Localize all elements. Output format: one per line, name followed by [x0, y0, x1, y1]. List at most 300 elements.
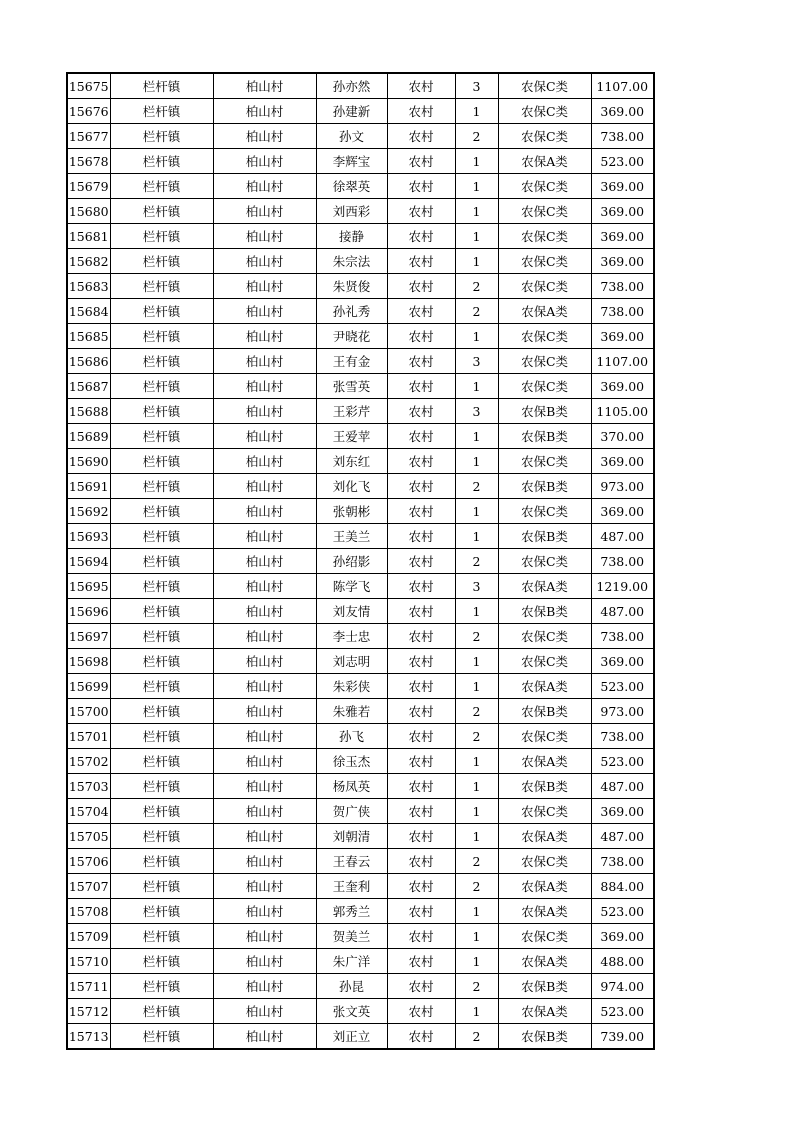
table-row: [67, 1024, 654, 1050]
table-row: [67, 999, 654, 1024]
town-cell: 栏杆镇: [110, 674, 213, 699]
count-cell: 3: [455, 399, 498, 424]
village-cell: 柏山村: [213, 649, 316, 674]
count-cell: 3: [455, 349, 498, 374]
count-cell: 1: [455, 599, 498, 624]
count-cell: 1: [455, 824, 498, 849]
table-row: [67, 649, 654, 674]
town-cell: 栏杆镇: [110, 499, 213, 524]
count-cell: 2: [455, 549, 498, 574]
count-cell: 2: [455, 874, 498, 899]
household-type-cell: 农村: [387, 624, 455, 649]
village-cell: 柏山村: [213, 324, 316, 349]
household-type-cell: 农村: [387, 799, 455, 824]
household-type-cell: 农村: [387, 174, 455, 199]
village-cell: 柏山村: [213, 474, 316, 499]
category-cell: 农保B类: [498, 424, 591, 449]
household-type-cell: 农村: [387, 499, 455, 524]
table-row: [67, 749, 654, 774]
amount-cell: 738.00: [591, 624, 654, 649]
village-cell: 柏山村: [213, 799, 316, 824]
village-cell: 柏山村: [213, 499, 316, 524]
category-cell: 农保C类: [498, 849, 591, 874]
table-row: [67, 174, 654, 199]
record-id-cell: 15702: [67, 749, 110, 774]
household-type-cell: 农村: [387, 324, 455, 349]
village-cell: 柏山村: [213, 73, 316, 99]
record-id-cell: 15679: [67, 174, 110, 199]
record-id-cell: 15710: [67, 949, 110, 974]
village-cell: 柏山村: [213, 449, 316, 474]
table-row: [67, 124, 654, 149]
record-id-cell: 15694: [67, 549, 110, 574]
table-body: [67, 73, 654, 1049]
count-cell: 1: [455, 424, 498, 449]
record-id-cell: 15676: [67, 99, 110, 124]
amount-cell: 884.00: [591, 874, 654, 899]
name-cell: 张朝彬: [316, 499, 387, 524]
category-cell: 农保B类: [498, 524, 591, 549]
name-cell: 杨凤英: [316, 774, 387, 799]
town-cell: 栏杆镇: [110, 474, 213, 499]
amount-cell: 738.00: [591, 724, 654, 749]
table-row: [67, 524, 654, 549]
category-cell: 农保B类: [498, 1024, 591, 1050]
count-cell: 2: [455, 724, 498, 749]
record-id-cell: 15677: [67, 124, 110, 149]
record-id-cell: 15695: [67, 574, 110, 599]
town-cell: 栏杆镇: [110, 399, 213, 424]
name-cell: 孙绍影: [316, 549, 387, 574]
record-id-cell: 15705: [67, 824, 110, 849]
count-cell: 2: [455, 474, 498, 499]
town-cell: 栏杆镇: [110, 1024, 213, 1050]
count-cell: 1: [455, 999, 498, 1024]
category-cell: 农保A类: [498, 899, 591, 924]
household-type-cell: 农村: [387, 999, 455, 1024]
household-type-cell: 农村: [387, 599, 455, 624]
name-cell: 王彩芹: [316, 399, 387, 424]
village-cell: 柏山村: [213, 224, 316, 249]
amount-cell: 369.00: [591, 174, 654, 199]
name-cell: 孙亦然: [316, 73, 387, 99]
household-type-cell: 农村: [387, 374, 455, 399]
town-cell: 栏杆镇: [110, 324, 213, 349]
household-type-cell: 农村: [387, 824, 455, 849]
record-id-cell: 15701: [67, 724, 110, 749]
town-cell: 栏杆镇: [110, 749, 213, 774]
name-cell: 孙文: [316, 124, 387, 149]
count-cell: 1: [455, 199, 498, 224]
category-cell: 农保A类: [498, 874, 591, 899]
table-row: [67, 724, 654, 749]
name-cell: 接静: [316, 224, 387, 249]
count-cell: 2: [455, 849, 498, 874]
amount-cell: 1107.00: [591, 349, 654, 374]
amount-cell: 523.00: [591, 749, 654, 774]
table-row: [67, 849, 654, 874]
name-cell: 刘化飞: [316, 474, 387, 499]
category-cell: 农保C类: [498, 274, 591, 299]
household-type-cell: 农村: [387, 649, 455, 674]
village-cell: 柏山村: [213, 424, 316, 449]
village-cell: 柏山村: [213, 899, 316, 924]
village-cell: 柏山村: [213, 549, 316, 574]
household-type-cell: 农村: [387, 1024, 455, 1050]
town-cell: 栏杆镇: [110, 449, 213, 474]
table-row: [67, 699, 654, 724]
town-cell: 栏杆镇: [110, 999, 213, 1024]
village-cell: 柏山村: [213, 749, 316, 774]
village-cell: 柏山村: [213, 824, 316, 849]
household-type-cell: 农村: [387, 724, 455, 749]
household-type-cell: 农村: [387, 149, 455, 174]
table-row: [67, 274, 654, 299]
category-cell: 农保A类: [498, 149, 591, 174]
name-cell: 王美兰: [316, 524, 387, 549]
name-cell: 张雪英: [316, 374, 387, 399]
village-cell: 柏山村: [213, 374, 316, 399]
household-type-cell: 农村: [387, 574, 455, 599]
count-cell: 1: [455, 249, 498, 274]
category-cell: 农保B类: [498, 399, 591, 424]
category-cell: 农保C类: [498, 499, 591, 524]
household-type-cell: 农村: [387, 949, 455, 974]
name-cell: 朱雅若: [316, 699, 387, 724]
town-cell: 栏杆镇: [110, 249, 213, 274]
record-id-cell: 15706: [67, 849, 110, 874]
amount-cell: 1219.00: [591, 574, 654, 599]
record-id-cell: 15688: [67, 399, 110, 424]
table-row: [67, 249, 654, 274]
household-type-cell: 农村: [387, 224, 455, 249]
village-cell: 柏山村: [213, 274, 316, 299]
village-cell: 柏山村: [213, 924, 316, 949]
amount-cell: 369.00: [591, 449, 654, 474]
name-cell: 刘朝清: [316, 824, 387, 849]
town-cell: 栏杆镇: [110, 174, 213, 199]
amount-cell: 523.00: [591, 674, 654, 699]
town-cell: 栏杆镇: [110, 99, 213, 124]
amount-cell: 1107.00: [591, 73, 654, 99]
table-row: [67, 424, 654, 449]
category-cell: 农保C类: [498, 124, 591, 149]
record-id-cell: 15684: [67, 299, 110, 324]
record-id-cell: 15675: [67, 73, 110, 99]
village-cell: 柏山村: [213, 674, 316, 699]
village-cell: 柏山村: [213, 874, 316, 899]
table-row: [67, 549, 654, 574]
record-id-cell: 15700: [67, 699, 110, 724]
household-type-cell: 农村: [387, 349, 455, 374]
record-id-cell: 15708: [67, 899, 110, 924]
amount-cell: 487.00: [591, 824, 654, 849]
name-cell: 王有金: [316, 349, 387, 374]
record-id-cell: 15698: [67, 649, 110, 674]
category-cell: 农保B类: [498, 599, 591, 624]
town-cell: 栏杆镇: [110, 824, 213, 849]
name-cell: 尹晓花: [316, 324, 387, 349]
category-cell: 农保C类: [498, 649, 591, 674]
count-cell: 2: [455, 624, 498, 649]
category-cell: 农保C类: [498, 349, 591, 374]
amount-cell: 738.00: [591, 549, 654, 574]
table-row: [67, 474, 654, 499]
category-cell: 农保C类: [498, 449, 591, 474]
village-cell: 柏山村: [213, 574, 316, 599]
amount-cell: 974.00: [591, 974, 654, 999]
amount-cell: 487.00: [591, 599, 654, 624]
household-type-cell: 农村: [387, 199, 455, 224]
record-id-cell: 15685: [67, 324, 110, 349]
name-cell: 徐翠英: [316, 174, 387, 199]
table-row: [67, 624, 654, 649]
amount-cell: 370.00: [591, 424, 654, 449]
household-type-cell: 农村: [387, 73, 455, 99]
count-cell: 1: [455, 949, 498, 974]
name-cell: 孙建新: [316, 99, 387, 124]
town-cell: 栏杆镇: [110, 924, 213, 949]
record-id-cell: 15686: [67, 349, 110, 374]
village-cell: 柏山村: [213, 149, 316, 174]
household-type-cell: 农村: [387, 399, 455, 424]
record-id-cell: 15696: [67, 599, 110, 624]
amount-cell: 487.00: [591, 524, 654, 549]
town-cell: 栏杆镇: [110, 574, 213, 599]
town-cell: 栏杆镇: [110, 974, 213, 999]
amount-cell: 369.00: [591, 799, 654, 824]
table-row: [67, 374, 654, 399]
table-row: [67, 99, 654, 124]
amount-cell: 369.00: [591, 224, 654, 249]
town-cell: 栏杆镇: [110, 599, 213, 624]
town-cell: 栏杆镇: [110, 149, 213, 174]
town-cell: 栏杆镇: [110, 424, 213, 449]
amount-cell: 488.00: [591, 949, 654, 974]
count-cell: 1: [455, 774, 498, 799]
amount-cell: 523.00: [591, 999, 654, 1024]
amount-cell: 369.00: [591, 249, 654, 274]
amount-cell: 369.00: [591, 499, 654, 524]
record-id-cell: 15703: [67, 774, 110, 799]
table-row: [67, 399, 654, 424]
record-id-cell: 15709: [67, 924, 110, 949]
count-cell: 1: [455, 174, 498, 199]
village-cell: 柏山村: [213, 624, 316, 649]
town-cell: 栏杆镇: [110, 699, 213, 724]
amount-cell: 738.00: [591, 299, 654, 324]
category-cell: 农保A类: [498, 574, 591, 599]
town-cell: 栏杆镇: [110, 799, 213, 824]
name-cell: 朱贤俊: [316, 274, 387, 299]
name-cell: 贺美兰: [316, 924, 387, 949]
table-row: [67, 449, 654, 474]
count-cell: 1: [455, 799, 498, 824]
record-id-cell: 15697: [67, 624, 110, 649]
data-table: [66, 72, 655, 1050]
category-cell: 农保C类: [498, 724, 591, 749]
table-row: [67, 224, 654, 249]
name-cell: 刘东红: [316, 449, 387, 474]
table-row: [67, 824, 654, 849]
name-cell: 陈学飞: [316, 574, 387, 599]
count-cell: 2: [455, 274, 498, 299]
name-cell: 王春云: [316, 849, 387, 874]
count-cell: 1: [455, 374, 498, 399]
name-cell: 李士忠: [316, 624, 387, 649]
household-type-cell: 农村: [387, 774, 455, 799]
count-cell: 3: [455, 574, 498, 599]
name-cell: 张文英: [316, 999, 387, 1024]
amount-cell: 973.00: [591, 699, 654, 724]
category-cell: 农保C类: [498, 374, 591, 399]
village-cell: 柏山村: [213, 99, 316, 124]
category-cell: 农保B类: [498, 474, 591, 499]
household-type-cell: 农村: [387, 474, 455, 499]
table-row: [67, 674, 654, 699]
category-cell: 农保A类: [498, 299, 591, 324]
town-cell: 栏杆镇: [110, 649, 213, 674]
amount-cell: 1105.00: [591, 399, 654, 424]
category-cell: 农保A类: [498, 949, 591, 974]
category-cell: 农保A类: [498, 674, 591, 699]
village-cell: 柏山村: [213, 124, 316, 149]
count-cell: 2: [455, 124, 498, 149]
amount-cell: 487.00: [591, 774, 654, 799]
table-row: [67, 924, 654, 949]
record-id-cell: 15682: [67, 249, 110, 274]
category-cell: 农保A类: [498, 999, 591, 1024]
household-type-cell: 农村: [387, 974, 455, 999]
household-type-cell: 农村: [387, 674, 455, 699]
table-row: [67, 974, 654, 999]
amount-cell: 369.00: [591, 199, 654, 224]
record-id-cell: 15699: [67, 674, 110, 699]
village-cell: 柏山村: [213, 299, 316, 324]
category-cell: 农保C类: [498, 199, 591, 224]
table-row: [67, 199, 654, 224]
name-cell: 王奎利: [316, 874, 387, 899]
table-row: [67, 499, 654, 524]
table-row: [67, 299, 654, 324]
table-row: [67, 574, 654, 599]
count-cell: 1: [455, 499, 498, 524]
household-type-cell: 农村: [387, 299, 455, 324]
count-cell: 3: [455, 73, 498, 99]
category-cell: 农保C类: [498, 799, 591, 824]
count-cell: 1: [455, 524, 498, 549]
record-id-cell: 15683: [67, 274, 110, 299]
category-cell: 农保C类: [498, 624, 591, 649]
category-cell: 农保C类: [498, 174, 591, 199]
town-cell: 栏杆镇: [110, 899, 213, 924]
amount-cell: 738.00: [591, 849, 654, 874]
count-cell: 1: [455, 224, 498, 249]
village-cell: 柏山村: [213, 774, 316, 799]
town-cell: 栏杆镇: [110, 224, 213, 249]
table-row: [67, 899, 654, 924]
household-type-cell: 农村: [387, 274, 455, 299]
village-cell: 柏山村: [213, 699, 316, 724]
village-cell: 柏山村: [213, 174, 316, 199]
village-cell: 柏山村: [213, 599, 316, 624]
village-cell: 柏山村: [213, 849, 316, 874]
town-cell: 栏杆镇: [110, 874, 213, 899]
category-cell: 农保A类: [498, 749, 591, 774]
amount-cell: 738.00: [591, 124, 654, 149]
household-type-cell: 农村: [387, 849, 455, 874]
table-row: [67, 874, 654, 899]
village-cell: 柏山村: [213, 399, 316, 424]
town-cell: 栏杆镇: [110, 274, 213, 299]
table-row: [67, 73, 654, 99]
name-cell: 刘西彩: [316, 199, 387, 224]
town-cell: 栏杆镇: [110, 774, 213, 799]
town-cell: 栏杆镇: [110, 849, 213, 874]
town-cell: 栏杆镇: [110, 349, 213, 374]
name-cell: 孙昆: [316, 974, 387, 999]
household-type-cell: 农村: [387, 549, 455, 574]
record-id-cell: 15704: [67, 799, 110, 824]
category-cell: 农保C类: [498, 224, 591, 249]
amount-cell: 369.00: [591, 374, 654, 399]
name-cell: 王爱苹: [316, 424, 387, 449]
household-type-cell: 农村: [387, 749, 455, 774]
record-id-cell: 15680: [67, 199, 110, 224]
category-cell: 农保C类: [498, 99, 591, 124]
village-cell: 柏山村: [213, 999, 316, 1024]
record-id-cell: 15689: [67, 424, 110, 449]
town-cell: 栏杆镇: [110, 124, 213, 149]
count-cell: 1: [455, 899, 498, 924]
town-cell: 栏杆镇: [110, 524, 213, 549]
name-cell: 孙礼秀: [316, 299, 387, 324]
category-cell: 农保C类: [498, 324, 591, 349]
table-row: [67, 949, 654, 974]
name-cell: 李辉宝: [316, 149, 387, 174]
record-id-cell: 15711: [67, 974, 110, 999]
name-cell: 刘正立: [316, 1024, 387, 1050]
household-type-cell: 农村: [387, 249, 455, 274]
town-cell: 栏杆镇: [110, 624, 213, 649]
count-cell: 2: [455, 699, 498, 724]
name-cell: 贺广侠: [316, 799, 387, 824]
name-cell: 孙飞: [316, 724, 387, 749]
amount-cell: 369.00: [591, 649, 654, 674]
household-type-cell: 农村: [387, 899, 455, 924]
village-cell: 柏山村: [213, 349, 316, 374]
category-cell: 农保C类: [498, 73, 591, 99]
record-id-cell: 15678: [67, 149, 110, 174]
amount-cell: 369.00: [591, 99, 654, 124]
record-id-cell: 15712: [67, 999, 110, 1024]
category-cell: 农保B类: [498, 974, 591, 999]
town-cell: 栏杆镇: [110, 724, 213, 749]
table-row: [67, 799, 654, 824]
name-cell: 朱彩侠: [316, 674, 387, 699]
village-cell: 柏山村: [213, 524, 316, 549]
record-id-cell: 15687: [67, 374, 110, 399]
household-type-cell: 农村: [387, 924, 455, 949]
village-cell: 柏山村: [213, 724, 316, 749]
record-id-cell: 15691: [67, 474, 110, 499]
name-cell: 刘友情: [316, 599, 387, 624]
village-cell: 柏山村: [213, 1024, 316, 1050]
category-cell: 农保C类: [498, 249, 591, 274]
village-cell: 柏山村: [213, 199, 316, 224]
count-cell: 1: [455, 149, 498, 174]
record-id-cell: 15681: [67, 224, 110, 249]
